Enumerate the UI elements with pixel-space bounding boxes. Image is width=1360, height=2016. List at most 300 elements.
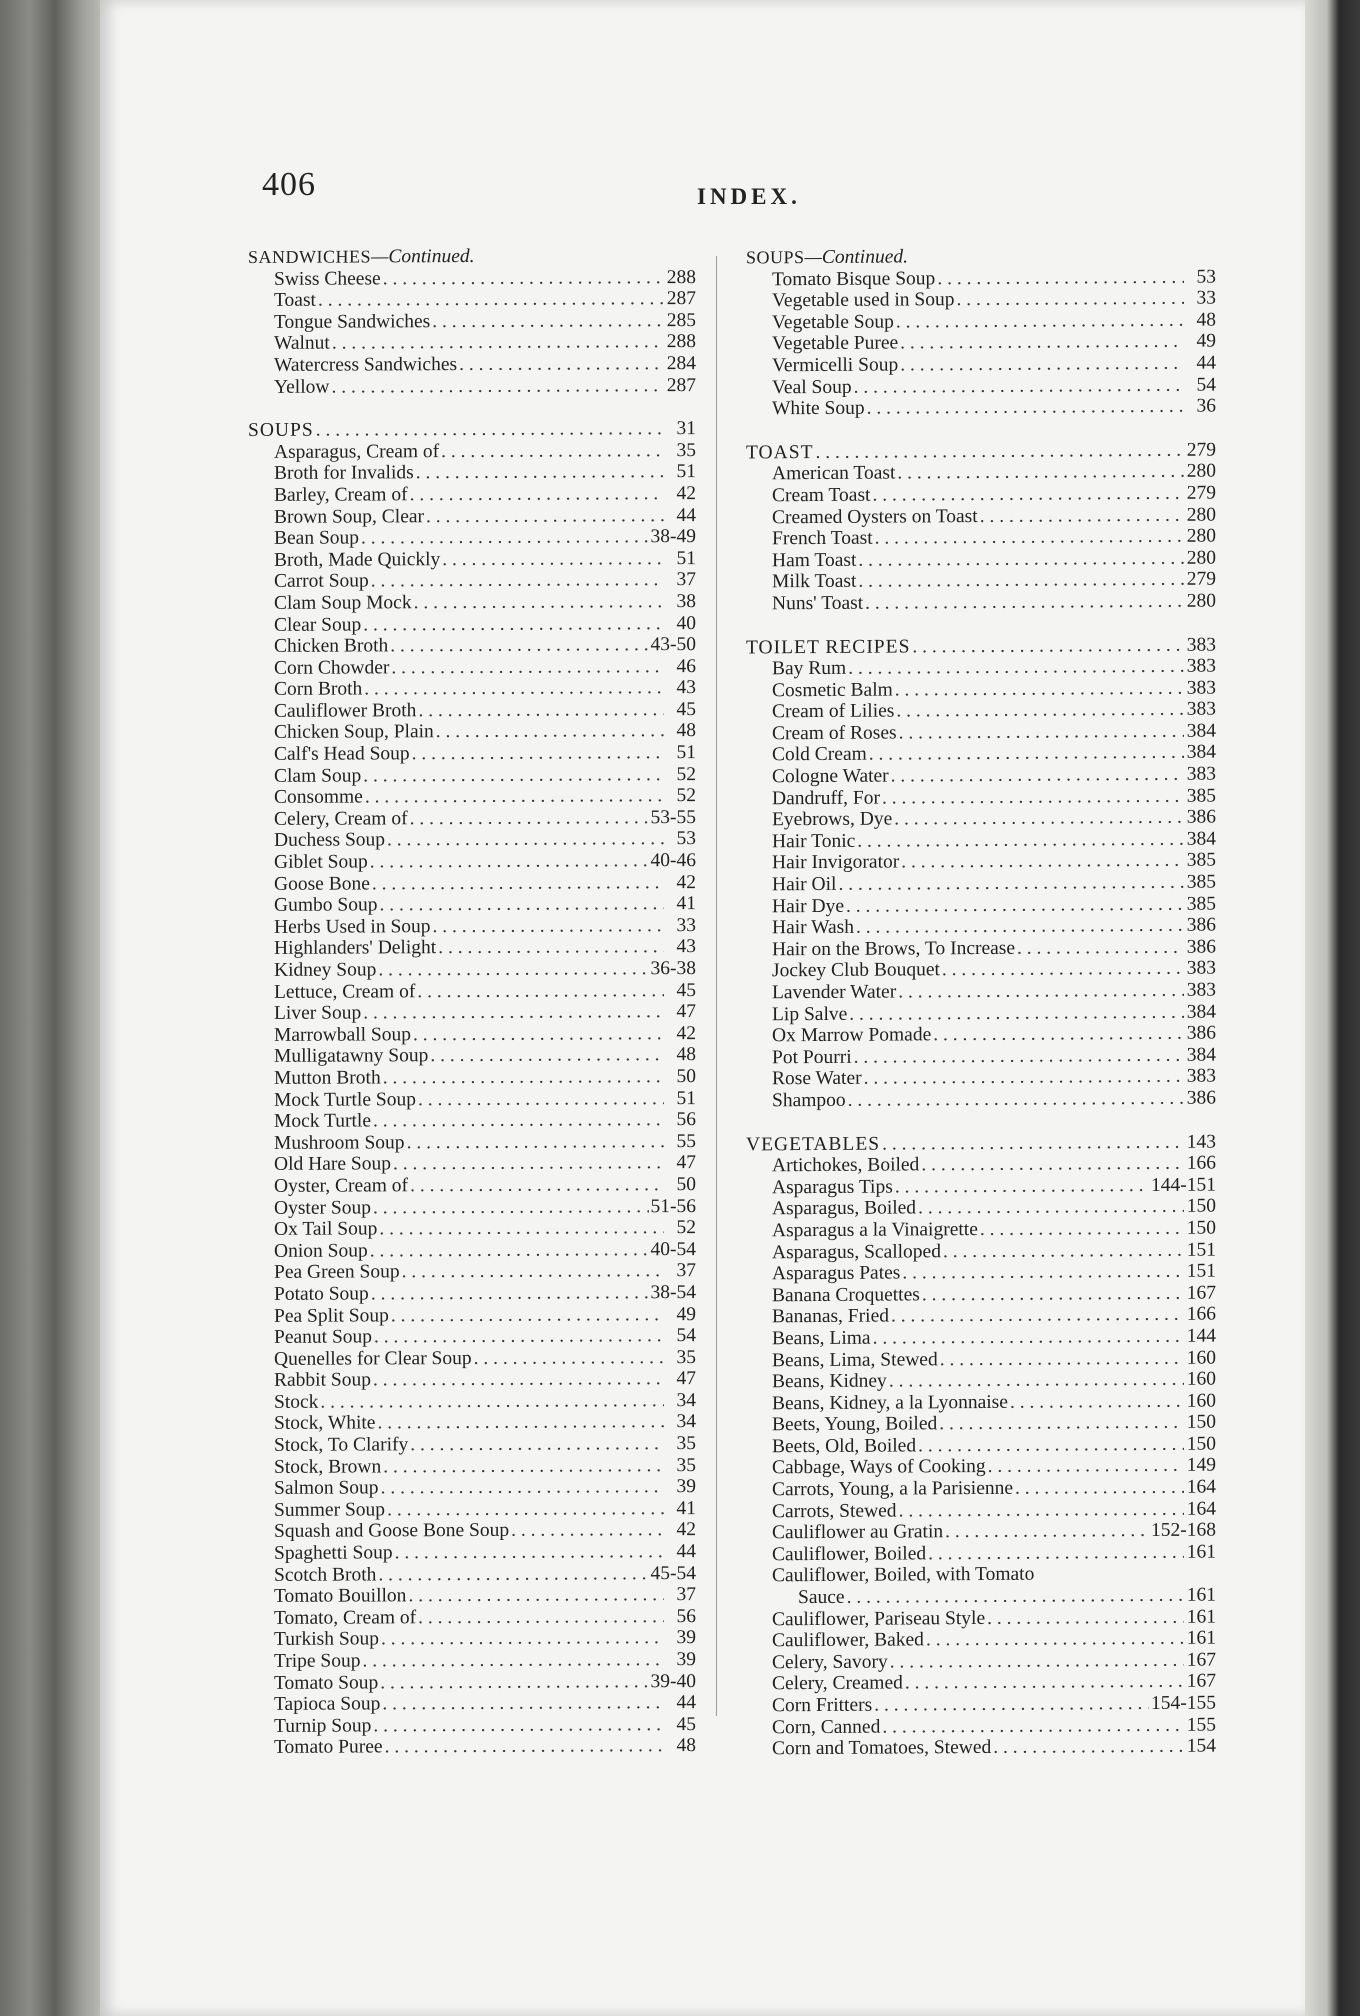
index-entry [248,677,696,701]
dot-leader [383,1455,664,1478]
entry-page-number: 40-46 [650,850,696,872]
entry-label: Clam Soup [274,765,362,787]
toilet-recipes-list [746,656,1216,1112]
entry-page-number: 160 [1186,1390,1216,1412]
index-entry [746,1044,1216,1068]
dot-leader [864,1066,1184,1090]
index-entry [248,1584,696,1608]
entry-page-number: 386 [1186,936,1216,958]
dot-leader [872,483,1184,506]
dot-leader [364,677,664,700]
entry-page-number: 35 [676,1454,696,1476]
entry-label: Cream Toast [772,484,871,507]
dot-leader [896,699,1184,722]
dot-leader [838,872,1184,896]
index-entry [248,785,696,809]
entry-label: Bay Rum [772,657,847,680]
dot-leader [873,1326,1184,1349]
index-entry [248,1563,696,1587]
entry-page-number: 161 [1186,1606,1216,1628]
index-entry [248,656,696,680]
index-entry [746,1412,1216,1436]
entry-page-number: 287 [666,374,696,396]
entry-page-number: 280 [1186,504,1216,526]
entry-page-number: 160 [1186,1347,1216,1369]
entry-label: Turnip Soup [274,1715,372,1737]
entry-page-number: 383 [1186,1065,1216,1088]
entry-label: Stock, White [274,1412,376,1435]
entry-label: Calf's Head Soup [274,743,410,765]
entry-page-number: 384 [1186,742,1216,764]
index-entry [248,828,696,852]
entry-label: Goose Bone [274,873,370,895]
entry-page-number: 33 [1196,287,1216,309]
index-entry [746,1498,1216,1522]
index-entry [746,374,1216,398]
entry-label: Cauliflower, Boiled, with Tomato [772,1564,1035,1587]
entry-page-number: 149 [1186,1455,1216,1477]
entry-page-number: 155 [1186,1714,1216,1736]
entry-page-number: 280 [1186,460,1216,483]
entry-label: Asparagus, Boiled [772,1197,917,1220]
entry-page-number: 35 [676,439,696,461]
entry-page-number: 52 [676,763,696,785]
dot-leader [373,1109,664,1132]
entry-page-number: 35 [676,1433,696,1455]
index-entry [746,1606,1216,1630]
dot-leader [395,1541,664,1564]
index-entry [746,1693,1216,1717]
entry-label: Clam Soup Mock [274,592,412,614]
entry-label: VEGETABLES [746,1133,881,1155]
entry-label: Asparagus Tips [772,1176,893,1199]
entry-label: Peanut Soup [274,1326,373,1348]
entry-label: Cauliflower, Pariseau Style [772,1607,986,1630]
entry-page-number: 34 [676,1411,696,1433]
index-entry [746,1585,1216,1609]
entry-label: Cream of Roses [772,722,897,745]
entry-page-number: 43-50 [650,634,696,656]
entry-label: Marrowball Soup [274,1024,412,1046]
index-entry [746,1196,1216,1220]
entry-page-number: 154 [1186,1735,1216,1757]
entry-page-number: 56 [676,1605,696,1627]
index-entry [248,1109,696,1133]
running-head: INDEX. [697,184,801,209]
dot-leader [382,1692,664,1715]
entry-page-number: 160 [1186,1368,1216,1390]
index-entry [248,353,696,377]
index-entry [746,547,1216,571]
index-entry [746,1066,1216,1090]
entry-label: SOUPS [248,419,314,442]
index-entry [248,1044,696,1068]
entry-page-number: 384 [1186,828,1216,850]
entry-page-number: 52 [676,1217,696,1239]
entry-label: Mock Turtle Soup [274,1088,416,1111]
index-entry [248,1239,696,1263]
entry-label: Ham Toast [772,549,857,571]
entry-page-number: 55 [676,1130,696,1152]
index-entry [746,850,1216,874]
entry-label: French Toast [772,527,873,550]
dot-leader [1015,1477,1184,1500]
index-entry [746,828,1216,852]
entry-label: Gumbo Soup [274,894,378,917]
dot-leader [430,1045,664,1068]
entry-page-number: 39-40 [650,1670,696,1692]
entry-label: Asparagus, Scalloped [772,1240,941,1263]
dot-leader [363,1649,664,1672]
entry-page-number: 386 [1186,806,1216,828]
dot-leader [416,462,664,485]
entry-label: Corn, Canned [772,1716,881,1738]
entry-page-number: 284 [666,352,696,375]
dot-leader [410,1174,664,1197]
entry-page-number: 54 [1196,374,1216,396]
dot-leader [385,1736,664,1759]
index-entry [746,980,1216,1004]
entry-page-number: 53 [676,828,696,850]
entry-page-number: 44 [676,1541,696,1563]
entry-label: Tomato Bisque Soup [772,267,936,290]
dot-leader [890,1650,1184,1673]
index-entry [248,1671,696,1695]
right-column [746,245,1216,1761]
entry-page-number: 50 [676,1173,696,1196]
entry-label: Hair on the Brows, To Increase [772,937,1016,961]
entry-label: Ox Marrow Pomade [772,1024,932,1047]
entry-label: Herbs Used in Soup [274,915,431,938]
dot-leader [1017,937,1184,960]
entry-label: Barley, Cream of [274,484,408,506]
entry-label: Tongue Sandwiches [274,310,431,333]
index-entry [248,980,696,1004]
entry-label: Tomato Soup [274,1672,379,1694]
index-entry [248,1066,696,1090]
dot-leader [438,937,664,960]
index-entry [248,1152,696,1176]
entry-page-number: 150 [1186,1411,1216,1434]
entry-label: Hair Wash [772,916,855,939]
sandwiches-continued-heading: SANDWICHES—Continued. [248,245,475,268]
dot-leader [511,1520,664,1542]
dot-leader [900,353,1184,376]
entry-label: Cosmetic Balm [772,679,893,701]
dot-leader [889,1369,1184,1392]
entry-page-number: 150 [1186,1433,1216,1455]
soups-continued-list [746,266,1216,420]
index-entry [746,1477,1216,1501]
entry-page-number: 44 [676,504,696,526]
soups-heading [248,418,696,442]
index-entry [746,1628,1216,1652]
entry-page-number: 52 [676,785,696,807]
dot-leader [898,980,1184,1003]
index-entry [746,1736,1216,1760]
entry-label: Oyster, Cream of [274,1175,409,1197]
dot-leader [414,591,664,614]
index-entry [746,1325,1216,1349]
entry-label: Cold Cream [772,744,867,766]
index-entry [746,461,1216,485]
dot-leader [380,1671,648,1694]
dot-leader [918,1196,1184,1219]
entry-label: Broth for Invalids [274,462,414,485]
index-entry [248,569,696,593]
dot-leader [902,1261,1184,1284]
entry-label: Lettuce, Cream of [274,980,416,1003]
index-entry [746,1455,1216,1479]
dot-leader [441,440,664,463]
entry-page-number: 48 [1196,309,1216,331]
index-entry [248,742,696,766]
index-entry [746,915,1216,939]
entry-label: Jockey Club Bouquet [772,959,940,982]
entry-page-number: 280 [1186,547,1216,569]
dot-leader [379,893,664,916]
entry-page-number: 43 [676,936,696,958]
entry-label: Vermicelli Soup [772,354,899,377]
index-entry [746,1153,1216,1177]
entry-page-number: 151 [1186,1260,1216,1282]
dot-leader [387,1498,664,1521]
dot-leader [361,526,648,549]
entry-label: Celery, Creamed [772,1672,903,1695]
dot-leader [318,288,664,311]
index-entry [248,872,696,896]
index-entry [746,1714,1216,1738]
index-entry [746,1347,1216,1371]
index-entry [248,440,696,464]
index-entry [248,461,696,485]
entry-label: Beets, Old, Boiled [772,1435,917,1458]
soups-continued-heading: SOUPS—Continued. [746,246,908,269]
dot-leader [412,742,664,765]
index-entry [248,613,696,637]
entry-page-number: 280 [1186,590,1216,612]
entry-label: Celery, Savory [772,1651,888,1674]
entry-page-number: 383 [1186,634,1216,656]
dot-leader [370,1239,649,1262]
dot-leader [377,1412,664,1435]
entry-label: Mutton Broth [274,1067,381,1089]
index-entry [746,1390,1216,1414]
entry-page-number: 161 [1186,1541,1216,1563]
entry-page-number: 385 [1186,850,1216,872]
entry-label: Beans, Kidney [772,1370,887,1393]
index-entry [746,764,1216,788]
dot-leader [987,1606,1184,1629]
sandwiches-list [248,267,696,399]
entry-page-number: 33 [676,914,696,936]
entry-page-number: 36 [1196,395,1216,417]
index-entry [248,1606,696,1630]
index-section-heading [746,439,1216,463]
entry-page-number: 50 [676,1065,696,1088]
entry-label: Toast [274,289,316,312]
dot-leader [363,613,664,636]
index-entry [248,720,696,744]
dot-leader [332,332,664,355]
index-entry [746,266,1216,290]
entry-page-number: 44 [676,1692,696,1714]
entry-page-number: 51 [676,461,696,483]
dot-leader [365,785,664,808]
entry-label: Chicken Soup, Plain [274,721,434,744]
entry-label: Turkish Soup [274,1628,379,1651]
dot-leader [854,374,1184,398]
dot-leader [980,504,1184,527]
entry-page-number: 384 [1186,1001,1216,1023]
entry-page-number: 46 [676,655,696,677]
dot-leader [856,915,1184,939]
dot-leader [847,1585,1184,1609]
dot-leader [846,893,1184,917]
entry-label: Stock, To Clarify [274,1434,409,1456]
entry-page-number: 279 [1186,482,1216,504]
entry-label: Swiss Cheese [274,267,381,290]
index-entry [746,1023,1216,1047]
dot-leader [383,267,664,290]
entry-label: Asparagus Pates [772,1262,901,1285]
dot-leader [993,1736,1184,1759]
dot-leader [921,1153,1184,1176]
entry-page-number: 48 [676,720,696,742]
entry-page-number: 40-54 [650,1238,696,1260]
entry-label: Lavender Water [772,981,897,1004]
entry-label: Tomato Puree [274,1736,383,1759]
entry-page-number: 45 [676,979,696,1001]
entry-page-number: 36-38 [650,958,696,980]
dot-leader [436,721,664,744]
dot-leader [393,1153,664,1176]
entry-label: Consomme [274,786,363,809]
index-entry [746,1261,1216,1285]
dot-leader [899,1498,1184,1521]
entry-label: Sauce [798,1586,845,1609]
dot-leader [882,1131,1184,1154]
dot-leader [896,310,1184,333]
entry-label: Tapioca Soup [274,1693,381,1716]
entry-label: Hair Invigorator [772,851,900,874]
entry-label: Squash and Goose Bone Soup [274,1520,510,1543]
entry-label: Yellow [274,376,330,398]
dot-leader [426,505,664,528]
index-entry [248,807,696,831]
entry-page-number: 166 [1186,1303,1216,1326]
dot-leader [942,958,1184,981]
entry-page-number: 38-54 [650,1281,696,1304]
index-entry [746,742,1216,766]
entry-page-number: 287 [666,288,696,310]
entry-page-number: 385 [1186,871,1216,893]
entry-page-number: 279 [1186,439,1216,461]
dot-leader [865,591,1184,615]
index-entry [248,1390,696,1414]
entry-label: Dandruff, For [772,787,880,809]
index-section-heading [746,1131,1216,1155]
entry-page-number: 31 [676,418,696,440]
dot-leader [320,1390,664,1413]
entry-label: Carrots, Young, a la Parisienne [772,1477,1014,1501]
left-column [248,245,696,1759]
entry-label: Pot Pourri [772,1046,852,1069]
entry-label: Beans, Kidney, a la Lyonnaise [772,1391,1008,1414]
dot-leader [912,634,1184,657]
index-entry [248,1476,696,1500]
entry-page-number: 161 [1186,1584,1216,1606]
entry-label: Hair Tonic [772,830,856,853]
index-entry [746,1369,1216,1393]
dot-leader [363,764,664,787]
entry-page-number: 144-151 [1151,1174,1216,1196]
entry-page-number: 161 [1186,1627,1216,1649]
entry-page-number: 152-168 [1151,1519,1216,1542]
entry-label: Broth, Made Quickly [274,548,441,571]
entry-label: American Toast [772,462,896,485]
dot-leader [373,1196,649,1219]
index-entry [248,1217,696,1241]
entry-page-number: 383 [1186,957,1216,980]
index-entry [248,1368,696,1392]
entry-label: Mushroom Soup [274,1132,405,1154]
index-entry [746,656,1216,680]
entry-label: Stock [274,1391,319,1413]
dot-leader [848,1088,1184,1112]
entry-page-number: 44 [1196,352,1216,374]
entry-page-number: 279 [1186,568,1216,591]
entry-page-number: 288 [666,266,696,288]
entry-page-number: 47 [676,1152,696,1174]
entry-label: Spaghetti Soup [274,1542,393,1564]
index-entry [746,1671,1216,1695]
entry-label: Cream of Lilies [772,700,895,723]
entry-label: Artichokes, Boiled [772,1154,920,1177]
entry-label: Banana Croquettes [772,1284,920,1306]
entry-page-number: 48 [676,1735,696,1757]
dot-leader [897,461,1184,484]
index-entry [746,1174,1216,1198]
entry-label: Cauliflower Broth [274,700,417,722]
index-entry [248,331,696,355]
dot-leader [331,375,664,398]
index-entry [746,677,1216,701]
entry-label: Carrots, Stewed [772,1500,897,1522]
dot-leader [381,1628,664,1651]
entry-page-number: 51 [676,1087,696,1109]
dot-leader [895,1175,1149,1198]
dot-leader [857,829,1184,853]
index-entry [746,1239,1216,1263]
entry-label: Shampoo [772,1089,846,1112]
entry-page-number: 285 [666,309,696,331]
entry-page-number: 47 [676,1368,696,1390]
entry-label: Milk Toast [772,571,857,593]
dot-leader [900,331,1184,354]
index-entry [248,1692,696,1716]
index-entry [746,1282,1216,1306]
index-entry [746,1563,1216,1587]
entry-page-number: 51 [676,547,696,569]
index-entry [248,1714,696,1738]
dot-leader [815,440,1184,464]
dot-leader [882,785,1184,808]
next-page-edge [1305,0,1360,2016]
dot-leader [980,1218,1184,1241]
entry-label: Pea Green Soup [274,1261,400,1284]
index-entry [248,1196,696,1220]
